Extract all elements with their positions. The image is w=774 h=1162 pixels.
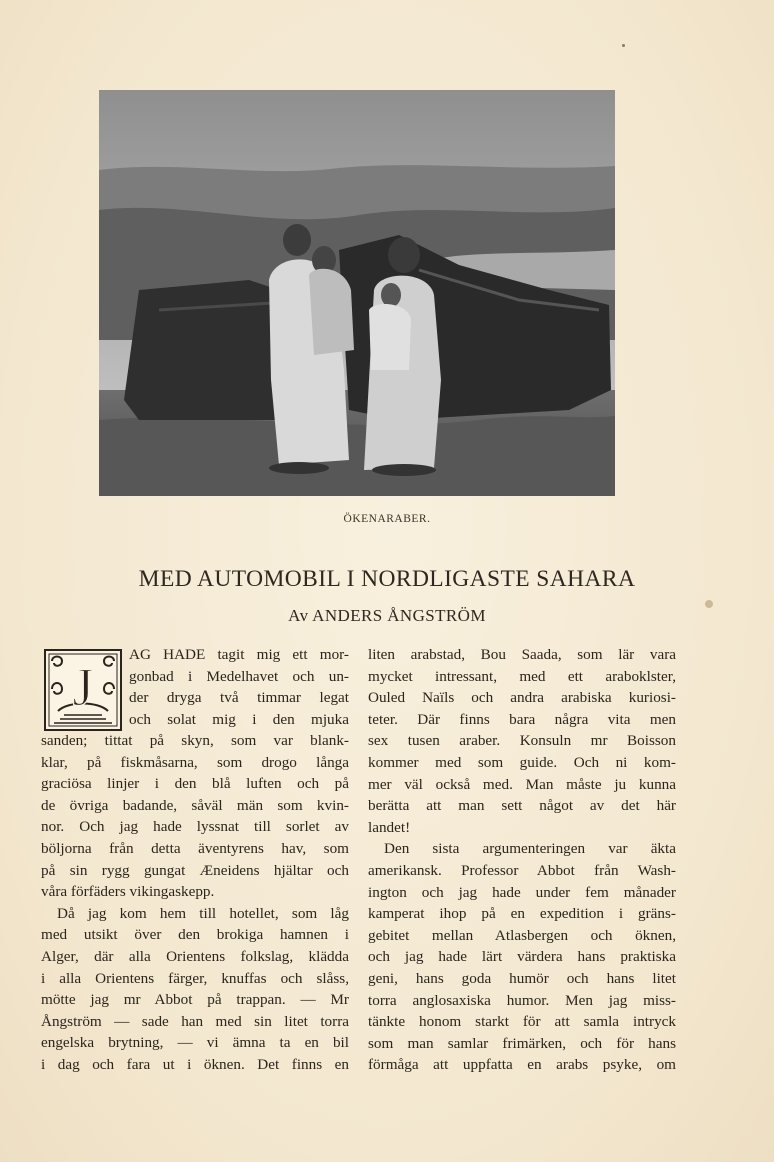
article-byline: Av ANDERS ÅNGSTRÖM (288, 606, 486, 625)
text-line: landet! (368, 818, 411, 836)
text-line: Den sista argumenteringen var äkta (384, 840, 676, 858)
text-line: och jag hade lärt värdera hans praktiska (368, 948, 676, 966)
dropcap-j (44, 649, 122, 731)
right-column (368, 644, 676, 1076)
photo-caption: ÖKENARABER. (343, 513, 431, 525)
text-line: Ouled Naïls och andra arabiska kuriosi- (368, 689, 676, 707)
text-line: sex tusen araber. Konsuln mr Boisson (368, 732, 676, 750)
article-title: MED AUTOMOBIL I NORDLIGASTE SAHARA (138, 566, 636, 592)
text-line: mötte jag mr Abbot på trappan. — Mr (41, 991, 349, 1009)
text-line: teter. Där finns bara några vita men (368, 710, 676, 728)
text-line: Då jag kom hem till hotellet, som låg (57, 904, 349, 922)
text-line: mycket intressant, med ett araboklster, (368, 667, 676, 685)
text-line: mer väl också med. Man måste ju kunna (368, 775, 676, 793)
text-line: der dryga två timmar legat (129, 689, 349, 707)
text-line: våra förfäders vikingaskepp. (41, 883, 215, 901)
text-line: sanden; tittat på skyn, som var blank- (41, 732, 349, 749)
text-line: torra anglosaxiska humor. Men jag miss- (368, 991, 676, 1009)
paper-spot (705, 600, 713, 608)
text-line: graciösa linjer i den blå luften och på (41, 775, 349, 793)
text-line: AG HADE tagit mig ett mor- (129, 646, 349, 663)
text-line: klar, på fiskmåsarna, som drogo långa (41, 753, 349, 771)
left-column (41, 730, 349, 1076)
text-line: på sin rygg gungat Æneidens hjältar och (41, 861, 349, 879)
text-line: kamperat ihop på en expedition i gräns- (368, 905, 676, 923)
text-line: Alger, där alla Orientens folkslag, klädda (41, 947, 349, 965)
paper-spot (622, 44, 625, 47)
text-line: de övriga badande, såväl män som kvin- (41, 796, 349, 814)
text-line: med utsikt över den brokiga hamnen i (41, 926, 349, 944)
photo-desert-tents (99, 90, 615, 496)
text-line: tänkte honom starkt för att samla intryck (368, 1013, 676, 1031)
text-line: i dag och fara ut i öknen. Det finns en (41, 1055, 349, 1073)
dropcap-text (129, 644, 349, 730)
text-line: kommer med som guide. Och ni kom- (368, 753, 676, 771)
text-line: berätta att man sett något av det här (368, 797, 676, 815)
text-line: Ångström — sade han med sin litet torra (41, 1012, 349, 1030)
text-line: gonbad i Medelhavet och un- (129, 667, 349, 685)
text-line: ington och jag hade under fem månader (368, 883, 676, 901)
text-line: förmåga att uppfatta en arabs psyke, om (368, 1056, 676, 1074)
text-line: nor. Och jag hade lyssnat till sorlet av (41, 818, 349, 836)
text-line: geni, hans goda humör och hans litet (368, 969, 676, 987)
text-line: som man samlar frimärken, och för hans (368, 1034, 676, 1052)
text-line: i alla Orientens färger, knuffas och slåss, (41, 969, 349, 987)
text-line: liten arabstad, Bou Saada, som lär vara (368, 646, 676, 663)
text-line: gebitet mellan Atlasbergen och öknen, (368, 926, 676, 944)
text-line: engelska brytning, — vi ämna ta en bil (41, 1034, 349, 1052)
svg-text:J: J (72, 657, 94, 717)
photo-desert-tents-icon (99, 90, 615, 496)
ornament-frame-icon (44, 649, 122, 731)
text-line: amerikansk. Professor Abbot från Wash- (368, 861, 676, 879)
text-line: böljorna från detta äventyrens hav, som (41, 839, 349, 857)
text-line: och solat mig i den mjuka (129, 710, 349, 728)
